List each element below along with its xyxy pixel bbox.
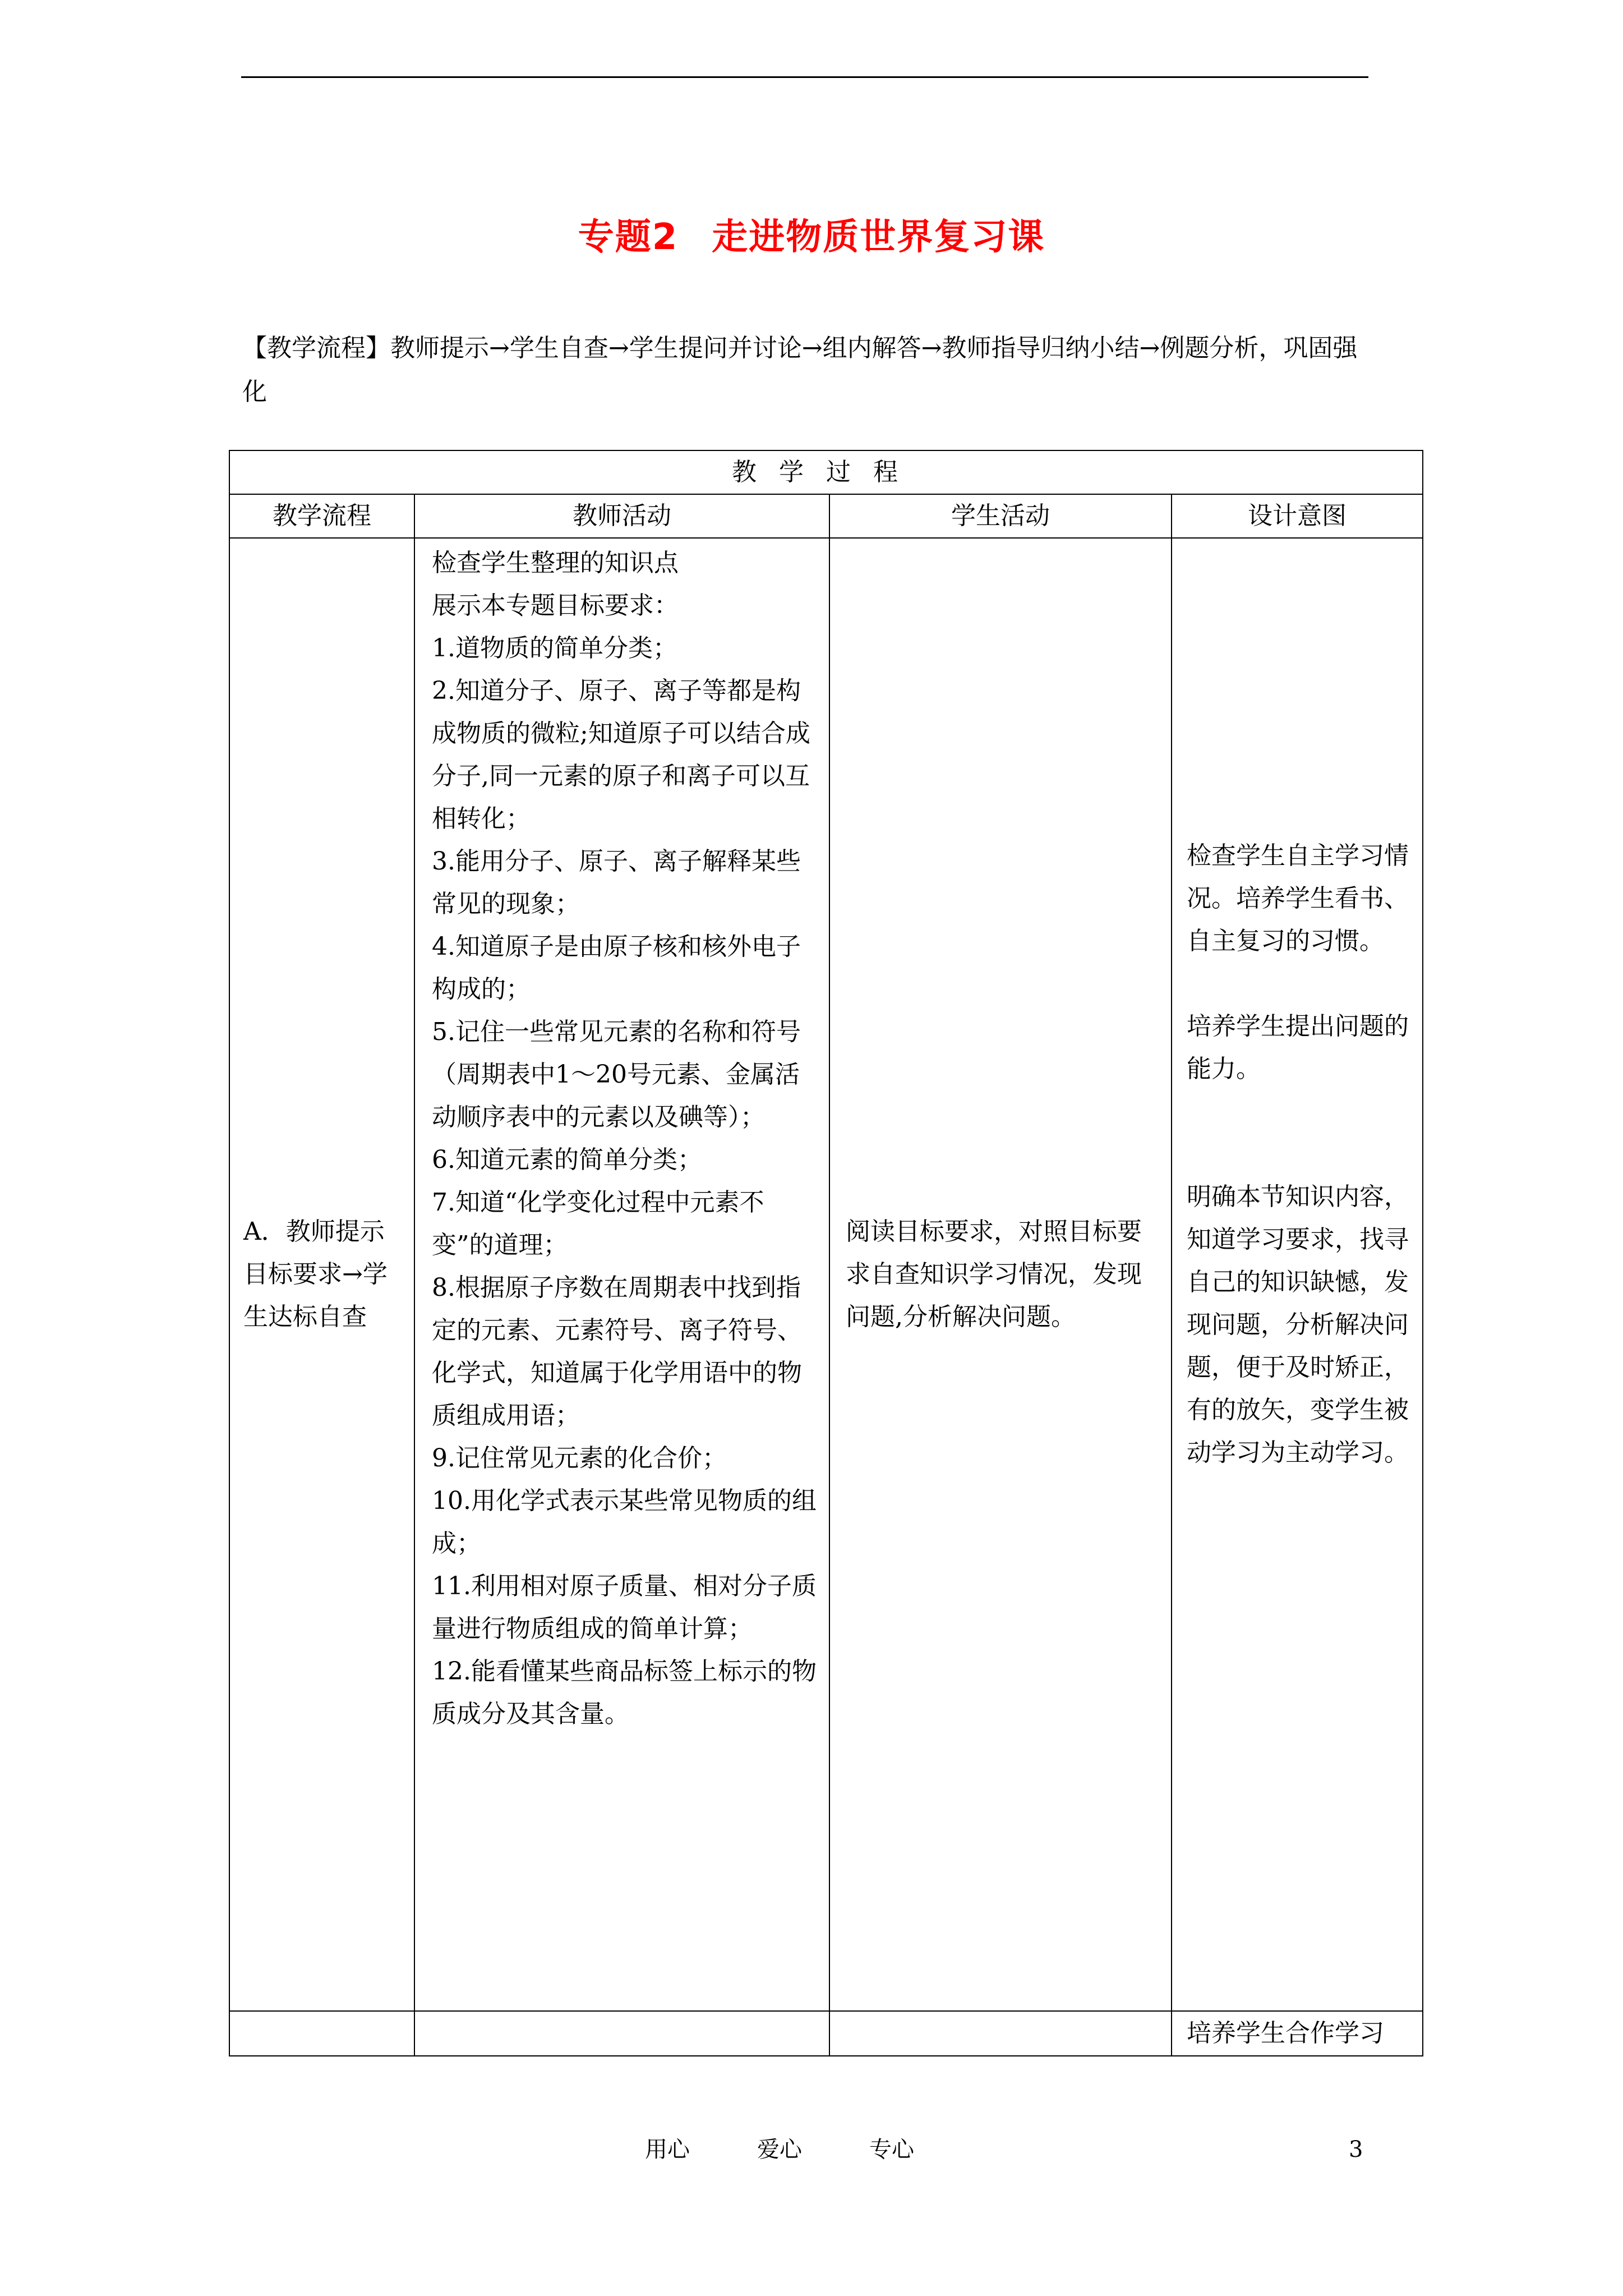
teacher-line: 检查学生整理的知识点 — [432, 549, 679, 577]
teacher-line: 12.能看懂某些商品标签上标示的物质成分及其含量。 — [432, 1657, 817, 1728]
footer-word: 用心 — [645, 2137, 690, 2162]
cell-design — [1172, 538, 1423, 2011]
header-rule — [241, 76, 1368, 78]
design-paragraph: 明确本节知识内容，知道学习要求，找寻自己的知识缺憾，发现问题，分析解决问题，便于及时矫正，有的放矢，变学生被动学习为主动学习。 — [1187, 1182, 1409, 1467]
teacher-line: 8.根据原子序数在周期表中找到指定的元素、元素符号、离子符号、化学式，知道属于化学用语中的物质组成用语； — [432, 1273, 802, 1430]
design-paragraph: 检查学生自主学习情况。培养学生看书、自主复习的习惯。 — [1187, 841, 1409, 955]
page-number: 3 — [1349, 2137, 1363, 2162]
title-name: 走进物质世界复习课 — [712, 217, 1045, 258]
teaching-process-table — [229, 450, 1423, 2056]
teacher-line: 1.道物质的简单分类； — [432, 634, 677, 662]
header-student: 学生活动 — [829, 494, 1172, 538]
footer-word: 专心 — [869, 2137, 914, 2162]
cell-empty — [829, 2011, 1172, 2056]
teacher-line: 11.利用相对原子质量、相对分子质量进行物质组成的简单计算； — [432, 1572, 817, 1643]
cell-empty — [229, 2011, 414, 2056]
page-title — [0, 212, 1623, 263]
header-flow: 教学流程 — [229, 494, 414, 538]
teacher-line: 7.知道“化学变化过程中元素不变”的道理； — [432, 1188, 764, 1259]
teacher-line: 6.知道元素的简单分类； — [432, 1145, 702, 1174]
footer-word: 爱心 — [757, 2137, 802, 2162]
cell-student: 阅读目标要求，对照目标要求自查知识学习情况，发现问题,分析解决问题。 — [829, 538, 1172, 2011]
table-caption: 教学过程 — [229, 450, 1423, 494]
teacher-line: 2.知道分子、原子、离子等都是构成物质的微粒;知道原子可以结合成分子,同一元素的原子和离子可以互相转化； — [432, 677, 810, 833]
footer-motto — [645, 2133, 981, 2166]
teacher-line: 4.知道原子是由原子核和核外电子构成的； — [432, 932, 801, 1004]
cell-teacher — [414, 538, 829, 2011]
cell-empty — [414, 2011, 829, 2056]
header-design: 设计意图 — [1172, 494, 1423, 538]
teacher-line: 展示本专题目标要求： — [432, 591, 679, 620]
teaching-flow-text: 【教学流程】教师提示→学生自查→学生提问并讨论→组内解答→教师指导归纳小结→例题分析，巩固强化 — [242, 334, 1358, 406]
design-paragraph: 培养学生提出问题的能力。 — [1187, 1012, 1409, 1083]
cell-design-next: 培养学生合作学习 — [1172, 2011, 1423, 2056]
teacher-line: 9.记住常见元素的化合价； — [432, 1444, 727, 1473]
header-teacher: 教师活动 — [414, 494, 829, 538]
cell-flow: A．教师提示目标要求→学生达标自查 — [229, 538, 414, 2011]
teacher-line: 10.用化学式表示某些常见物质的组成； — [432, 1487, 817, 1558]
teacher-line: 5.记住一些常见元素的名称和符号（周期表中1～20号元素、金属活动顺序表中的元素以及碘等）； — [432, 1018, 801, 1131]
title-topic: 专题2 — [578, 217, 679, 258]
teacher-line: 3.能用分子、原子、离子解释某些常见的现象； — [432, 847, 801, 918]
